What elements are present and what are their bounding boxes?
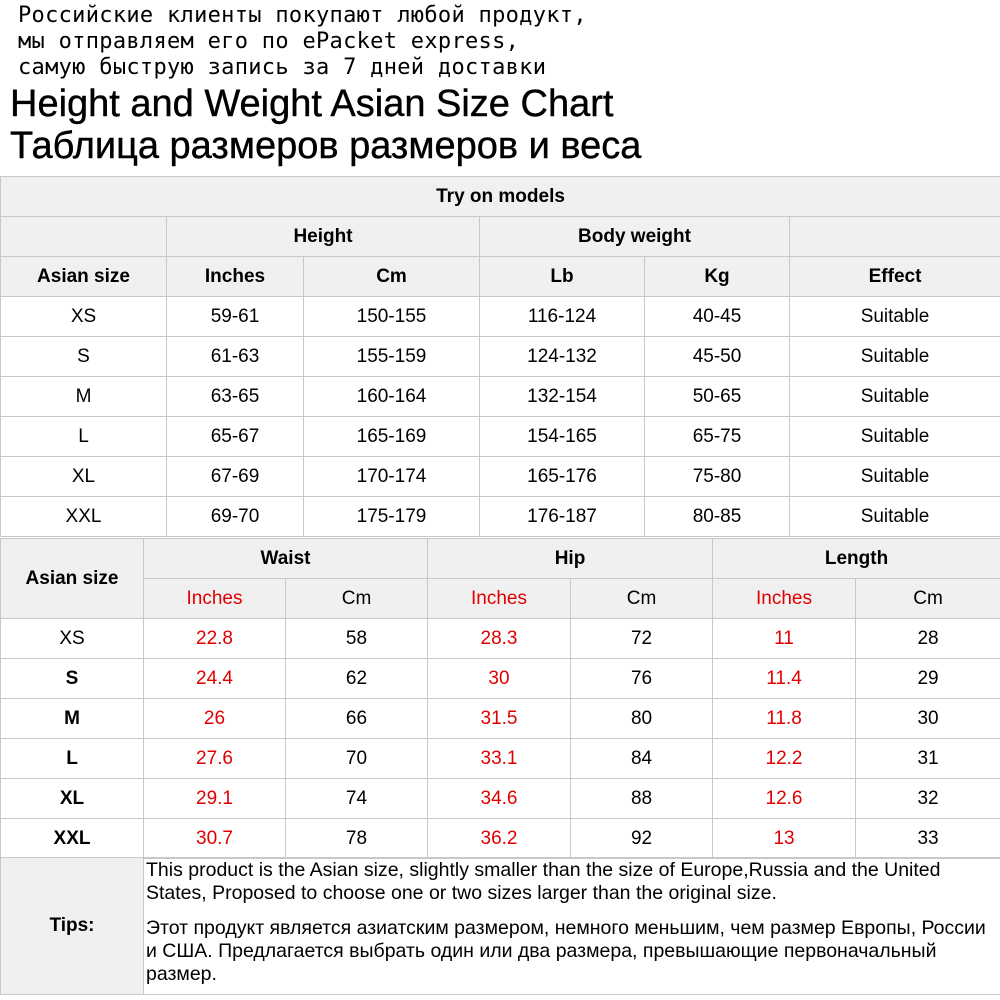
table-cell: 26 [144,699,286,739]
page-title-english: Height and Weight Asian Size Chart [10,83,614,125]
column-header-row [1,257,1000,297]
column-header: Kg [645,257,790,297]
table-cell: 13 [713,819,856,859]
table-cell: 88 [571,779,713,819]
table-cell: 12.6 [713,779,856,819]
table-cell: 176-187 [480,497,645,537]
table-cell: 124-132 [480,337,645,377]
weight-group-header: Body weight [480,217,790,257]
table-cell: 28 [856,619,1000,659]
table-cell: 165-169 [304,417,480,457]
size-cell: S [1,659,144,699]
table-cell: 58 [286,619,428,659]
hip-group-header: Hip [428,539,713,579]
column-header: Cm [304,257,480,297]
table-cell: 22.8 [144,619,286,659]
tips-row [1,858,1000,995]
table-cell: 165-176 [480,457,645,497]
table-row [1,377,1000,417]
tips-text-russian: Этот продукт является азиатским размером, немного меньшим, чем размер Европы, России и США. Предлагается выбрать один или два размера, превышающие первоначальный размер. [146,917,986,985]
size-cell: S [1,337,167,377]
table-cell: 11.4 [713,659,856,699]
tips-table [0,857,1000,995]
unit-header: Cm [571,579,713,619]
size-column-header: Asian size [1,539,144,619]
unit-header: Cm [856,579,1000,619]
tips-text-english: This product is the Asian size, slightly smaller than the size of Europe,Russia and the United States, Proposed to choose one or two sizes larger than the original size. [146,859,941,904]
size-cell: XXL [1,819,144,859]
table-cell: 70 [286,739,428,779]
table-cell: 80-85 [645,497,790,537]
table-cell: 33.1 [428,739,571,779]
table-cell: 24.4 [144,659,286,699]
group-header-row [1,217,1000,257]
table-cell: 65-75 [645,417,790,457]
unit-header: Inches [144,579,286,619]
table-cell: 50-65 [645,377,790,417]
unit-header: Inches [713,579,856,619]
table-cell: 27.6 [144,739,286,779]
shipping-notice-line: Российские клиенты покупают любой продукт, [18,3,587,28]
tips-label: Tips: [1,858,144,995]
table-cell: 67-69 [167,457,304,497]
table-row [1,819,1000,859]
column-header: Lb [480,257,645,297]
table-cell: 66 [286,699,428,739]
table-cell: 31.5 [428,699,571,739]
size-cell: XL [1,779,144,819]
measurements-table [0,538,1000,859]
size-cell: M [1,699,144,739]
waist-group-header: Waist [144,539,428,579]
table-cell: 155-159 [304,337,480,377]
table-cell: Suitable [790,337,1000,377]
group-header-row [1,539,1000,579]
table-cell: 28.3 [428,619,571,659]
table-cell: 31 [856,739,1000,779]
table-cell: 33 [856,819,1000,859]
size-cell: XXL [1,497,167,537]
length-group-header: Length [713,539,1000,579]
table-cell: 65-67 [167,417,304,457]
table-row [1,779,1000,819]
table-row [1,337,1000,377]
unit-header-row [1,579,1000,619]
table-row [1,457,1000,497]
column-header: Effect [790,257,1000,297]
unit-header: Cm [286,579,428,619]
table-cell: 32 [856,779,1000,819]
table-cell: 40-45 [645,297,790,337]
table-cell: 34.6 [428,779,571,819]
table-cell: Suitable [790,497,1000,537]
table-cell: Suitable [790,457,1000,497]
table-cell: 92 [571,819,713,859]
unit-header: Inches [428,579,571,619]
table-cell: 30.7 [144,819,286,859]
page-title-russian: Таблица размеров размеров и веса [10,125,642,167]
height-weight-table [0,176,1000,537]
table-row [1,739,1000,779]
table-row [1,699,1000,739]
table-cell: 30 [428,659,571,699]
table-cell: 116-124 [480,297,645,337]
column-header: Asian size [1,257,167,297]
table-cell: 72 [571,619,713,659]
table-cell: 175-179 [304,497,480,537]
table-cell: Suitable [790,297,1000,337]
table-cell: 154-165 [480,417,645,457]
shipping-notice-line: самую быструю запись за 7 дней доставки [18,55,547,80]
size-cell: XS [1,297,167,337]
table-cell: 75-80 [645,457,790,497]
table-cell: 59-61 [167,297,304,337]
empty-header-cell [1,217,167,257]
table-cell: Suitable [790,377,1000,417]
table-cell: 132-154 [480,377,645,417]
size-cell: L [1,739,144,779]
table-cell: 150-155 [304,297,480,337]
table-cell: 160-164 [304,377,480,417]
table-row [1,659,1000,699]
table-cell: 78 [286,819,428,859]
table-cell: 29 [856,659,1000,699]
size-cell: XS [1,619,144,659]
column-header: Inches [167,257,304,297]
table-cell: 30 [856,699,1000,739]
table-cell: 80 [571,699,713,739]
size-cell: XL [1,457,167,497]
table-cell: 45-50 [645,337,790,377]
table-caption: Try on models [1,177,1000,217]
table-cell: 84 [571,739,713,779]
table-row [1,497,1000,537]
table-cell: 29.1 [144,779,286,819]
table-cell: 36.2 [428,819,571,859]
table-cell: 69-70 [167,497,304,537]
empty-header-cell [790,217,1000,257]
table-cell: 170-174 [304,457,480,497]
table-row [1,417,1000,457]
table-cell: Suitable [790,417,1000,457]
tips-text [144,858,1000,995]
shipping-notice-line: мы отправляем его по ePacket express, [18,29,520,54]
table-cell: 74 [286,779,428,819]
table-caption-row [1,177,1000,217]
size-cell: M [1,377,167,417]
height-group-header: Height [167,217,480,257]
table-cell: 12.2 [713,739,856,779]
size-cell: L [1,417,167,457]
table-cell: 11 [713,619,856,659]
table-cell: 61-63 [167,337,304,377]
table-cell: 76 [571,659,713,699]
table-cell: 62 [286,659,428,699]
table-cell: 63-65 [167,377,304,417]
table-row [1,297,1000,337]
table-row [1,619,1000,659]
table-cell: 11.8 [713,699,856,739]
shipping-notice [18,3,587,81]
